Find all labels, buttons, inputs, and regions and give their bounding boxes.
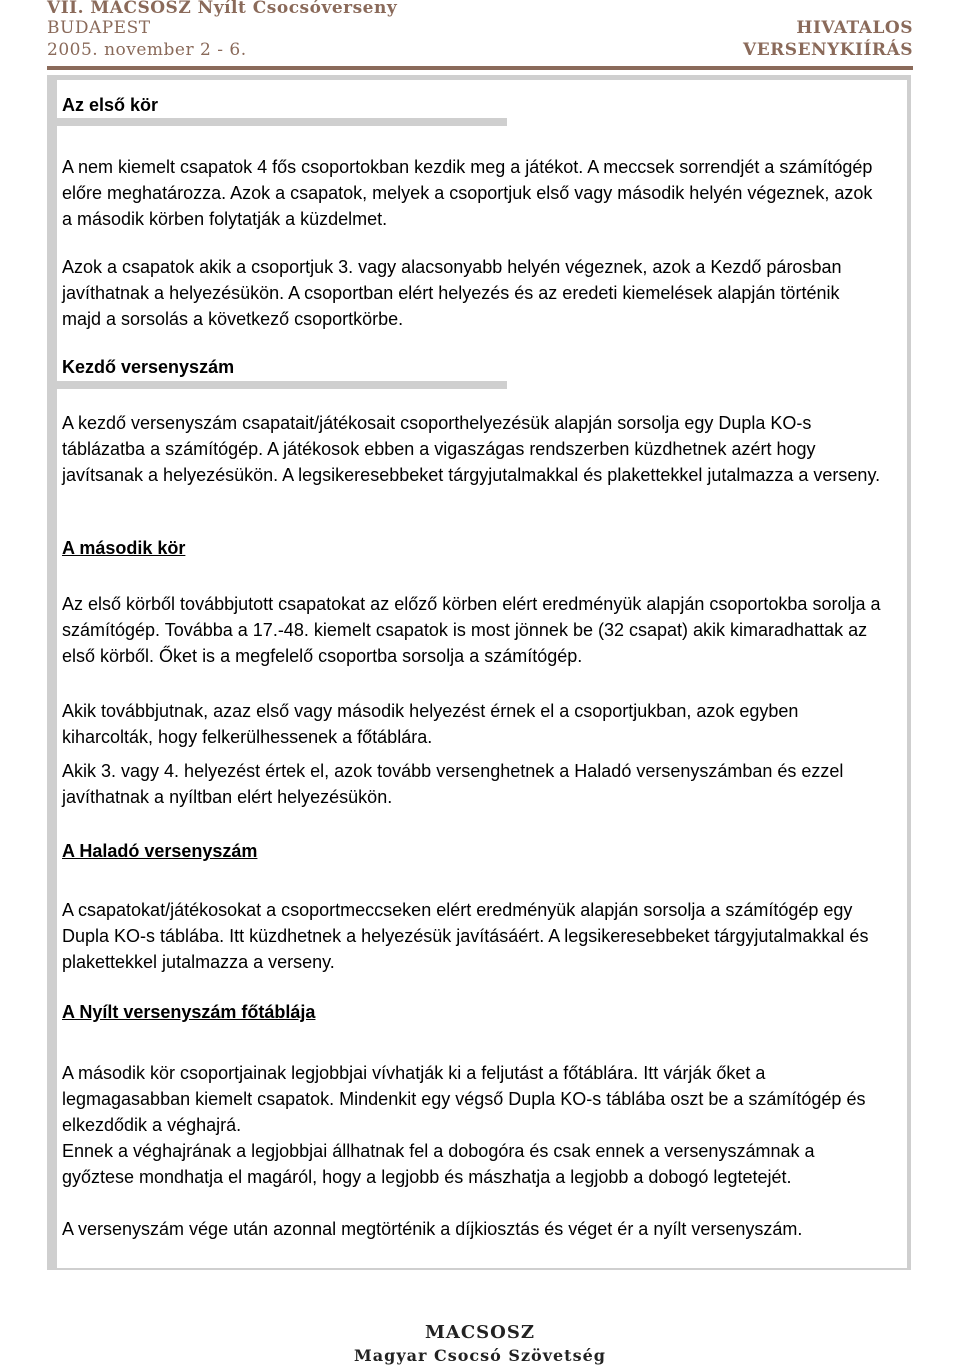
paragraph: A nem kiemelt csapatok 4 fős csoportokban kezdik meg a játékot. A meccsek sorrendjét a számítógép előre meghatározza. Azok a csapatok, melyek a csoportjuk első vagy második helyén végeznek, azok a második körben folytatják a küzdelmet. [62,157,873,229]
event-dates: 2005. november 2 - 6. [47,40,247,60]
event-city: BUDAPEST [47,18,151,38]
paragraph: Az első körből továbbjutott csapatokat az előző körben elért eredményük alapján csoportokba sorolja a számítógép. Továbba a 17.-48. kiemelt csapatok is most jönnek be (32 csapat) akik kimaradhattak az első körből. Őket is a megfelelő csoportba sorsolja a számítógép. [62,594,881,666]
section-rule [57,118,507,126]
paragraph: A versenyszám vége után azonnal megtörténik a díjkiosztás és véget ér a nyílt versenyszám. [62,1219,803,1239]
paragraph: Ennek a véghajrának a legjobbjai állhatnak fel a dobogóra és csak ennek a versenyszámnak a győztese mondhatja el magáról, hogy a legjobb és mászhatja a legjobb a dobogó legtetejét. [62,1141,815,1187]
footer-org-full: Magyar Csocsó Szövetség [354,1346,606,1365]
paragraph: A második kör csoportjainak legjobbjai vívhatják ki a feljutást a főtáblára. Itt várják őket a legmagasabban kiemelt csapatok. Mindenkit egy végső Dupla KO-s táblába oszt be a számítógép és elkezdődik a véghajrá. [62,1063,866,1135]
paragraph: A kezdő versenyszám csapatait/játékosait csoporthelyezésük alapján sorsolja egy Dupla KO-s táblázatba a számítógép. A játékosok ebben a vigaszágas rendszerben küzdhetnek azért hogy javítsanak a helyezésükön. A legsikeresebbeket tárgyjutalmakkal és plakettekkel jutalmazza a verseny. [62,413,881,485]
paragraph: Azok a csapatok akik a csoportjuk 3. vagy alacsonyabb helyén végeznek, azok a Kezdő párosban javíthatnak a helyezésükön. A csoportban elért helyezés és az eredeti kiemelések alapján történik majd a sorsolás a következő csoportkörbe. [62,257,842,329]
header-divider [47,66,913,70]
document-header [47,0,913,70]
paragraph: A csapatokat/játékosokat a csoportmeccseken elért eredményük alapján sorsolja a számítógép egy Dupla KO-s táblába. Itt küzdhetnek a helyezésük javításáért. A legsikeresebbeket tárgyjutalmakkal és plakettekkel jutalmazza a verseny. [62,900,869,972]
section-title-second-round: A második kör [62,538,186,558]
section-title-main-draw: A Nyílt versenyszám főtáblája [62,1002,316,1022]
event-title: VII. MACSOSZ Nyílt Csocsóverseny [47,0,398,18]
official-label: HIVATALOS [796,18,913,38]
section-title-advanced: A Haladó versenyszám [62,841,258,861]
footer-org-short: MACSOSZ [424,1322,536,1343]
section-rule [57,381,507,389]
paragraph: Akik továbbjutnak, azaz első vagy második helyezést érnek el a csoportjukban, azok egyben kiharcolták, hogy felkerülhessenek a főtáblára. [62,701,799,747]
paragraph: Akik 3. vagy 4. helyezést értek el, azok tovább versenghetnek a Haladó versenyszámban és ezzel javíthatnak a nyíltban elért helyezésükön. [62,761,844,807]
doc-type-label: VERSENYKIÍRÁS [743,40,913,60]
section-title-first-round: Az első kör [62,95,159,115]
section-title-beginner: Kezdő versenyszám [62,357,235,377]
